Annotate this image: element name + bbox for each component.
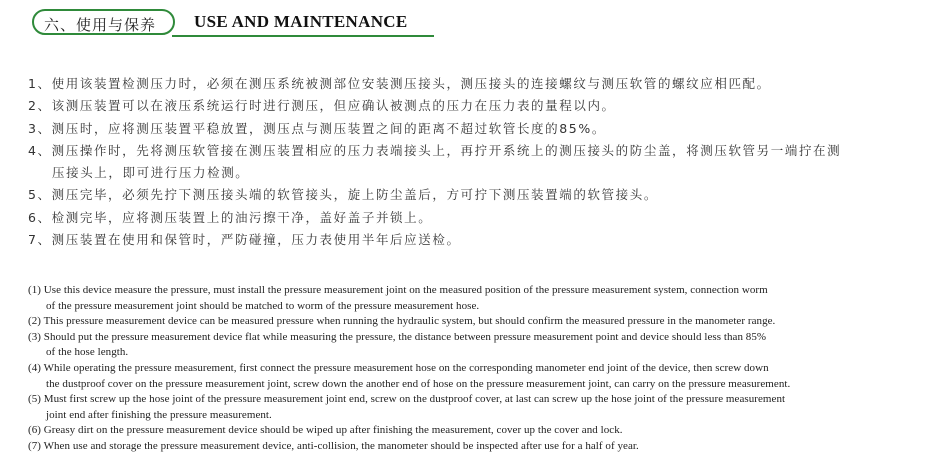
header-underline (172, 35, 434, 37)
en-item-line: (1) Use this device measure the pressure, must install the pressure measurement joint on the measured position of the pressure measurement system, connection worm (28, 284, 768, 296)
en-item-line: (4) While operating the pressure measurement, first connect the pressure measurement hose on the corresponding manometer end joint of the device, then screw down (28, 361, 769, 374)
en-item-2 (28, 314, 943, 330)
en-item-continuation: of the hose length. (46, 346, 129, 359)
section-label-badge (32, 9, 175, 35)
english-instructions (28, 283, 943, 455)
cn-item-2 (28, 95, 928, 117)
cn-item-5 (28, 184, 928, 206)
en-item-5 (28, 392, 943, 423)
en-item-continuation: the dustproof cover on the pressure measurement joint, screw down the another end of hose on the pressure measurement joint, can carry on the pressure measurement. (46, 377, 791, 390)
cn-item-line: 5、测压完毕，必须先拧下测压接头端的软管接头，旋上防尘盖后，方可拧下测压装置端的软管接头。 (28, 187, 658, 203)
en-item-3 (28, 330, 943, 361)
en-item-1 (28, 283, 943, 314)
cn-item-continuation: 压接头上，即可进行压力检测。 (52, 165, 250, 181)
en-item-line: (3) Should put the pressure measurement device flat while measuring the pressure, the distance between pressure measurement point and device should less than 85% (28, 330, 767, 343)
cn-item-line: 4、测压操作时，先将测压软管接在测压装置相应的压力表端接头上，再拧开系统上的测压接头的防尘盖，将测压软管另一端拧在测 (28, 142, 842, 158)
en-item-continuation: joint end after finishing the pressure measurement. (46, 408, 272, 421)
section-title: USE AND MAINTENANCE (194, 12, 408, 31)
en-item-7 (28, 439, 943, 455)
cn-item-line: 6、检测完毕，应将测压装置上的油污擦干净，盖好盖子并锁上。 (28, 209, 433, 225)
cn-item-4 (28, 140, 928, 185)
cn-item-7 (28, 229, 928, 251)
en-item-line: (6) Greasy dirt on the pressure measurement device should be wiped up after finishing the measurement, cover up the cover and lock. (28, 424, 623, 437)
en-item-line: (7) When use and storage the pressure measurement device, anti-collision, the manometer should be inspected after use for a half of year. (28, 439, 639, 452)
en-item-line: (5) Must first screw up the hose joint of the pressure measurement joint end, screw on the dustproof cover, at last can screw up the hose joint of the pressure measurement (28, 393, 786, 406)
section-label: 六、使用与保养 (44, 16, 157, 34)
en-item-continuation: of the pressure measurement joint should be matched to worm of the pressure measurement hose. (46, 299, 480, 312)
cn-item-6 (28, 207, 928, 229)
en-item-6 (28, 423, 943, 439)
en-item-4 (28, 361, 943, 392)
cn-item-line: 7、测压装置在使用和保管时，严防碰撞，压力表使用半年后应送检。 (28, 232, 461, 248)
cn-item-line: 2、该测压装置可以在液压系统运行时进行测压，但应确认被测点的压力在压力表的量程以内。 (28, 98, 616, 114)
cn-item-3 (28, 118, 928, 140)
en-item-line: (2) This pressure measurement device can be measured pressure when running the hydraulic system, but should confirm the measured pressure in the manometer range. (28, 315, 776, 328)
chinese-instructions (28, 73, 928, 251)
cn-item-1 (28, 73, 928, 95)
cn-item-line: 1、使用该装置检测压力时，必须在测压系统被测部位安装测压接头，测压接头的连接螺纹与测压软管的螺纹应相匹配。 (28, 76, 771, 91)
cn-item-line: 3、测压时，应将测压装置平稳放置，测压点与测压装置之间的距离不超过软管长度的85%。 (28, 120, 606, 136)
section-header (32, 9, 434, 39)
